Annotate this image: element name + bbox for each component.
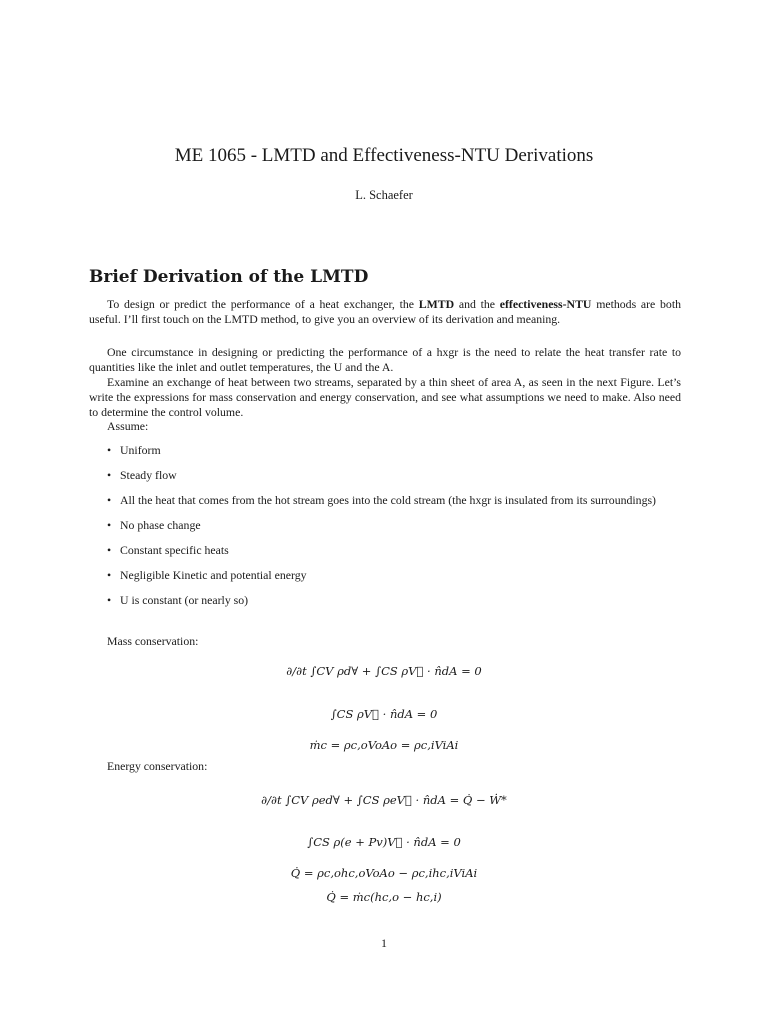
assumption-text: No phase change (120, 518, 201, 532)
list-item (89, 518, 681, 533)
bullet-icon: • (107, 593, 112, 607)
equation-mass-3: ṁc = ρc,oVoAo = ρc,iViAi (309, 738, 459, 752)
bullet-icon: • (107, 493, 112, 507)
equation-energy-4: Q̇ = ṁc(hc,o − hc,i) (326, 890, 442, 904)
assumption-text: All the heat that comes from the hot stream goes into the cold stream (the hxgr is insulated from its surroundings) (120, 493, 656, 507)
assumption-text: Uniform (120, 443, 161, 457)
bullet-icon: • (107, 568, 112, 582)
equation-energy-2: ∫CS ρ(e + Pv)V⃗ · n̂dA = 0 (307, 835, 461, 849)
list-item (89, 468, 681, 483)
paragraph-intro-post: methods are both useful. I’ll first touch on the LMTD method, to give you an overview of its derivation and meaning. (89, 297, 681, 326)
energy-conservation-label: Energy conservation: (107, 759, 208, 773)
section-heading: Brief Derivation of the LMTD (89, 267, 369, 287)
equation-mass-2: ∫CS ρV⃗ · n̂dA = 0 (330, 707, 438, 721)
mass-conservation-label: Mass conservation: (107, 634, 199, 648)
assume-label: Assume: (107, 419, 149, 433)
paragraph-intro-pre: To design or predict the performance of a heat exchanger, the (107, 297, 419, 311)
list-item (89, 493, 681, 508)
equation-mass-1: ∂/∂t ∫CV ρd∀ + ∫CS ρV⃗ · n̂dA = 0 (286, 664, 482, 678)
list-item (89, 543, 681, 558)
paragraph-examine-text: Examine an exchange of heat between two streams, separated by a thin sheet of area A, as seen in the next Figure. Let’s write the expressions for mass conservation and energy conservation, and see what assumptions we need to make. Also need to determine the control volume. (89, 375, 681, 419)
paragraph-circumstance (89, 345, 681, 375)
page-number: 1 (381, 936, 387, 950)
author-name: L. Schaefer (355, 188, 413, 202)
bullet-icon: • (107, 443, 112, 457)
equation-energy-3: Q̇ = ρc,ohc,oVoAo − ρc,ihc,iViAi (290, 866, 478, 880)
assumption-text: Negligible Kinetic and potential energy (120, 568, 307, 582)
assumption-text: Constant specific heats (120, 543, 229, 557)
bullet-icon: • (107, 518, 112, 532)
bullet-icon: • (107, 543, 112, 557)
assumption-text: Steady flow (120, 468, 177, 482)
term-effectiveness-ntu: effectiveness-NTU (499, 297, 592, 311)
list-item (89, 443, 681, 458)
list-item (89, 568, 681, 583)
assumption-list (89, 443, 681, 618)
term-lmtd: LMTD (418, 297, 455, 311)
document-title: ME 1065 - LMTD and Effectiveness-NTU Derivations (174, 145, 594, 166)
paragraph-intro (89, 297, 681, 327)
paragraph-circumstance-text: One circumstance in designing or predicting the performance of a hxgr is the need to relate the heat transfer rate to quantities like the inlet and outlet temperatures, the U and the A. (89, 345, 681, 374)
equation-energy-1: ∂/∂t ∫CV ρed∀ + ∫CS ρeV⃗ · n̂dA = Q̇ − Ẇ* (261, 793, 507, 807)
paragraph-intro-mid: and the (454, 297, 500, 311)
list-item (89, 593, 681, 608)
paragraph-examine (89, 375, 681, 420)
assumption-text: U is constant (or nearly so) (120, 593, 249, 607)
bullet-icon: • (107, 468, 112, 482)
